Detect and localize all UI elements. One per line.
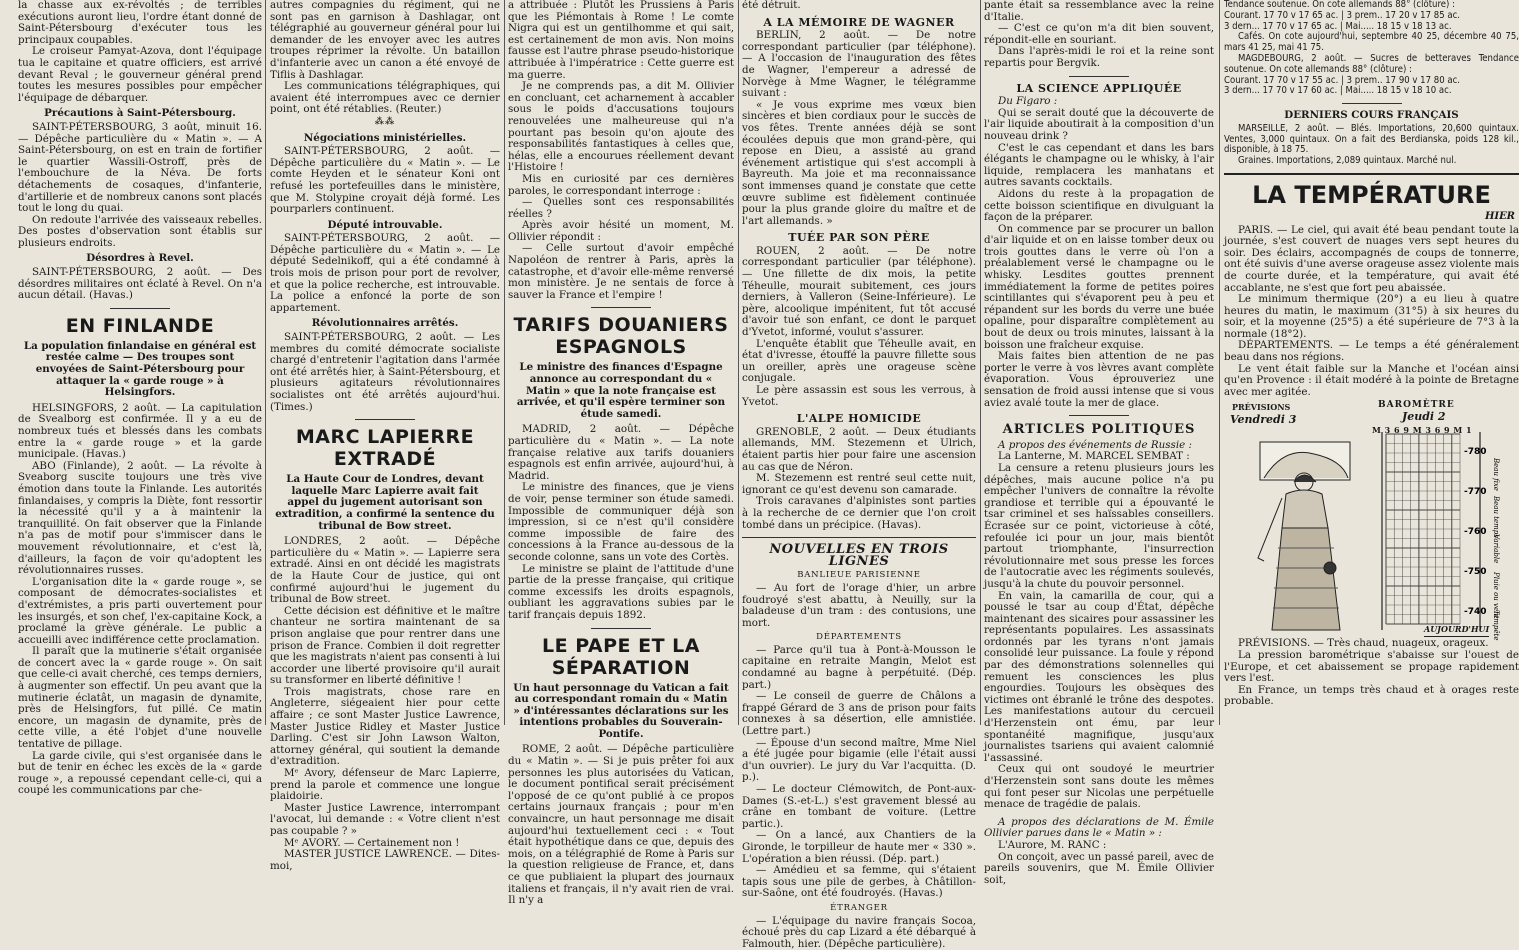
- paragraph: ABO (Finlande), 2 août. — La révolte à Sveaborg suscite toujours une très vive émotion dans toute la Finlande. Les autorités finlandaises, y compris la Diète, font ressortir la nécessité qu'il y a à maintenir la tranquillité. On fait observer que la Finlande n'a pas de motif pour s'immiscer dans le mouvement révolutionnaire, et c'est là, d'ailleurs, la façon de voir qu'adoptent les révolutionnaires russes.: [18, 459, 262, 577]
- paragraph: — On a lancé, aux Chantiers de la Gironde, le torpilleur de haute mer « 330 ». L'opération a bien réussi. (Dép. part.): [742, 829, 976, 865]
- column-rule: [980, 0, 981, 725]
- paragraph: Le ministre se plaint de l'attitude d'une partie de la presse française, qui critique comme excessifs les droits espagnols, oubliant les aggravations subies par le tarif français depuis 1892.: [508, 562, 734, 621]
- paragraph: Mᵉ Avory, défenseur de Marc Lapierre, prend la parole et commence une longue plaidoirie.: [270, 767, 500, 803]
- paragraph: Qui se serait douté que la découverte de l'air liquide aboutirait à la composition d'un nouveau drink ?: [984, 106, 1214, 142]
- column-rule: [738, 0, 739, 725]
- paragraph: pante était sa ressemblance avec la reine d'Italie.: [984, 0, 1214, 23]
- subheading: Négociations ministérielles.: [303, 131, 467, 144]
- paragraph: On redoute l'arrivée des vaisseaux rebelles. Des postes d'observation sont établis sur plusieurs endroits.: [18, 213, 262, 249]
- section-label: DÉPARTEMENTS: [816, 632, 902, 643]
- paragraph: Dans l'après-midi le roi et la reine sont repartis pour Bergvik.: [984, 45, 1214, 69]
- paragraph: Il paraît que la mutinerie s'était organisée de concert avec la « garde rouge ». On sait que celle-ci avait cherché, ces temps derniers, à augmenter son effectif. Un peu avant que la mutinerie éclatât, un magasin de dynamite, près de Helsingfors, fut pillé. Ce matin encore, un magasin de dynamite, près de cette ville, a été l'objet d'une nouvelle tentative de pillage.: [18, 645, 262, 751]
- paragraph: C'est le cas cependant et dans les bars élégants le champagne ou le whisky, à l'air liquide, remplacera les manhatans et autres savants cocktails.: [984, 141, 1214, 189]
- paragraph: M. Stezemenn est rentré seul cette nuit, ignorant ce qu'est devenu son camarade.: [742, 472, 976, 496]
- subheading: Désordres à Revel.: [86, 252, 194, 265]
- paragraph: Je ne comprends pas, a dit M. Ollivier en concluant, cet acharnement à accabler sous le poids d'accusations toujours renouvelées une malheureuse qui n'a pourtant pas besoin qu'on ajoute des responsabilités fantastiques à celles que, hélas, elle a encourues réellement devant l'Histoire !: [508, 80, 734, 174]
- paragraph: « Je vous exprime mes vœux bien sincères et bien cordiaux pour le succès de vos fêtes. Trente années déjà se sont écoulées depuis que mon grand-père, qui repose en Dieu, a assisté au grand événement artistique qui s'est accompli à Bayreuth. Ma joie et ma reconnaissance sont immenses quand je constate que cette œuvre sublime est fidèlement continuée pour la plus grande gloire du maître et de l'art allemands. »: [742, 98, 976, 227]
- barometer-weather-labels: [1492, 457, 1500, 641]
- headline: LA TEMPÉRATURE: [1252, 180, 1491, 209]
- headline: TARIFS DOUANIERS ESPAGNOLS: [513, 314, 729, 359]
- market-line: MARSEILLE, 2 août. — Blés. Importations, 20,600 quintaux. Ventes, 3,000 quintaux. On a fait des Berdianska, poids 128 kil., disponible, à 18 75.: [1224, 122, 1519, 156]
- paragraph: L'Aurore, M. RANC :: [998, 838, 1107, 851]
- barometer-day: Jeudi 2: [1402, 410, 1446, 424]
- weather-label: Beau temps: [1492, 496, 1500, 539]
- market-line: Courant. 17 70 v 17 65 ac. | 3 prem.. 17 20 v 17 85 ac.: [1224, 9, 1461, 21]
- paragraph: La pression barométrique s'abaisse sur l'ouest de l'Europe, et cet abaissement se propage rapidement vers l'est.: [1224, 649, 1519, 685]
- market-line: MAGDEBOURG, 2 août. — Sucres de betteraves Tendance soutenue. On cote allemands 88° (clôture) :: [1224, 52, 1519, 75]
- paragraph: La garde civile, qui s'est organisée dans le but de tenir en échec les excès de la « garde rouge », a repoussé cependant celle-ci, qui a coupé les communications par che-: [18, 749, 262, 797]
- paragraph: GRENOBLE, 2 août. — Deux étudiants allemands, MM. Stezemenn et Ulrich, étaient partis hier pour faire une ascension au cas que de Néron.: [742, 425, 976, 473]
- headline: LE PAPE ET LA SÉPARATION: [542, 634, 700, 679]
- paragraph: Le ministre des finances, que je viens de voir, pense terminer son étude samedi. Impossible de communiquer déjà son impression, si ce n'est qu'il considère comme impossible de faire des concessions à la France au-dessous de la seconde colonne, sans un vote des Cortès.: [508, 481, 734, 563]
- market-line: 3 dern... 17 70 v 17 65 ac. | Mai..... 18 15 v 18 13 ac.: [1224, 20, 1452, 32]
- paragraph: MADRID, 2 août. — Dépêche particulière du « Matin ». — La note française relative aux tarifs douaniers espagnols est enfin arrivée, aujourd'hui, à Madrid.: [508, 423, 734, 482]
- paragraph: En vain, la camarilla de cour, qui a poussé le tsar au coup d'État, dépêche maintenant des sicaires pour assassiner les représentants populaires. Les assassinats ordonnés par les tyrans n'ont jamais consolidé leur puissance. La foule y répond par des démonstrations solennelles qui remuent les consciences les plus engourdies. Toujours les obsèques des victimes ont ébranlé le trône des despotes. Les manifestations autour du cercueil d'Herzenstein ont ému, par leur spontanéité magnifique, jusqu'aux journalistes tsariens qui avaient calomnié l'assassiné.: [984, 589, 1214, 764]
- today-label: AUJOURD'HUI: [1424, 624, 1489, 637]
- divider: [355, 419, 415, 420]
- paragraph: Le père assassin est sous les verrous, à Yvetot.: [742, 384, 976, 408]
- column-1: [18, 0, 262, 797]
- paragraph: SAINT-PÉTERSBOURG, 2 août. — Des désordres militaires ont éclaté à Revel. On n'a aucun détail. (Havas.): [18, 266, 262, 302]
- paragraph: La Lanterne, M. MARCEL SEMBAT :: [998, 450, 1190, 463]
- weather-label: Beau fixe: [1492, 458, 1500, 492]
- divider: [110, 308, 170, 309]
- divider: [1069, 76, 1129, 77]
- section-label: ÉTRANGER: [830, 902, 888, 913]
- paragraph: Ceux qui ont soudoyé le meurtrier d'Herzenstein sont sans doute les mêmes qui font peser sur Nicolas une perpétuelle menace de tragédie de palais.: [984, 763, 1214, 811]
- forecast-label: PRÉVISIONS: [1232, 402, 1291, 413]
- weather-label: Variable: [1492, 534, 1500, 564]
- barometer-hours: M 3 6 9 M 3 6 9 M 1: [1372, 425, 1473, 436]
- paragraph: Du Figaro :: [998, 95, 1058, 108]
- column-2: [270, 0, 500, 872]
- paragraph: En France, un temps très chaud et à orages reste probable.: [1224, 683, 1519, 708]
- paragraph: A propos des déclarations de M. Émile Ollivier parues dans le « Matin » :: [984, 815, 1214, 840]
- column-rule: [504, 0, 505, 725]
- column-4: [742, 0, 976, 950]
- paragraph: — Celle surtout d'avoir empêché Napoléon de rentrer à Paris, après la catastrophe, et d'avoir elle-même renversé mon ministère. Je ne sentais de force à sauver la France et l'empire !: [508, 242, 734, 301]
- paragraph: La censure a retenu plusieurs jours les dépêches, mais aucune police n'a pu empêcher l'univers de connaître la révolte grandiose et terrible qui a épouvanté le tsar criminel et ses haïssables conseillers. Écrasée sur ce point, victorieuse à côté, refoulée ici pour un jour, mais bientôt partout triomphante, l'insurrection révolutionnaire met sous presse les forces de l'autocratie avec les régiments soulevés, jusqu'à la chute du pouvoir personnel.: [984, 461, 1214, 590]
- column-rule: [1219, 0, 1220, 725]
- paragraph: Mis en curiosité par ces dernières paroles, le correspondant interroge :: [508, 172, 734, 197]
- paragraph: L'organisation dite la « garde rouge », se composant de démocrates-socialistes et d'extrémistes, a pris parti ouvertement pour les insurgés, et son chef, l'ex-capitaine Kock, a proclamé la grève générale. Le public a accueilli avec indifférence cette proclamation.: [18, 575, 262, 646]
- divider: [591, 628, 651, 629]
- paragraph: PARIS. — Le ciel, qui avait été beau pendant toute la journée, s'est couvert de nuages vers sept heures du soir. Des éclairs, accompagnés de coups de tonnerre, ont été suivis d'une averse orageuse assez violente mais de courte durée, et la température, qui avait été accablante, ne s'est que fort peu abaissée.: [1224, 223, 1519, 294]
- paragraph: — Le conseil de guerre de Châlons a frappé Gérard de 3 ans de prison pour faits connexes à sa désertion, elle amnistiée. (Lettre part.): [742, 690, 976, 738]
- paragraph: Trois caravanes d'alpinistes sont parties à la recherche de ce dernier que l'on croit tombé dans un précipice. (Havas).: [742, 495, 976, 531]
- scale-label: -780: [1464, 447, 1487, 458]
- paragraph: L'enquête établit que Téheulle avait, en état d'ivresse, étouffé la pauvre fillette sous un oreiller, après une orageuse scène conjugale.: [742, 337, 976, 385]
- paragraph: A propos des événements de Russie :: [998, 438, 1192, 451]
- paragraph: ROUEN, 2 août. — De notre correspondant particulier (par téléphone). — Une fillette de dix mois, la petite Téheulle, mourait subitement, ces jours derniers, à Valleron (Seine-Inférieure). Le père, alcoolique impénitent, fut tôt accusé d'avoir tué son enfant, ce dont le parquet d'Yvetot, informé, voulut s'assurer.: [742, 244, 976, 339]
- paragraph: HELSINGFORS, 2 août. — La capitulation de Svealborg est confirmée. Il y a eu de nombreux tués et blessés dans les combats entre la « garde rouge » et la garde municipale. (Havas.): [18, 401, 262, 461]
- paragraph: Le minimum thermique (20°) a eu lieu à quatre heures du matin, le maximum (31°5) à six heures du soir, et la moyenne (25°5) a été supérieure de 7°3 à la normale (18°2).: [1224, 293, 1519, 340]
- weather-label: Pluie ou vent: [1492, 572, 1500, 619]
- column-5: [984, 0, 1214, 886]
- paragraph: Master Justice Lawrence, interrompant l'avocat, lui demande : « Votre client n'est pas coupable ? »: [270, 801, 500, 837]
- barometer-scale-labels: [1464, 447, 1487, 617]
- divider: [742, 537, 976, 538]
- scale-label: -750: [1464, 567, 1487, 578]
- barometer-grid: [1386, 434, 1460, 624]
- woman-illustration-icon: [1258, 442, 1350, 630]
- forecast-day: Vendredi 3: [1230, 413, 1297, 427]
- paragraph: SAINT-PÉTERSBOURG, 2 août. — Dépêche particulière du « Matin ». — Le député Sedelnikoff, qui a été condamné à trois mois de prison pour port de revolver, et que la police recherche, est introuvable. La police a enfoncé la porte de son appartement.: [270, 232, 500, 314]
- section-heading: ARTICLES POLITIQUES: [1002, 422, 1196, 438]
- column-6: [1224, 0, 1519, 725]
- paragraph: Cette décision est définitive et le maître chanteur ne sortira maintenant de sa prison anglaise que pour rentrer dans une prison de France. Combien il doit regretter que les magistrats n'aient pas consenti à lui accorder une liberté provisoire qu'il aurait su transformer en liberté définitive !: [270, 604, 500, 687]
- paragraph: DÉPARTEMENTS. — Le temps a été généralement beau dans nos régions.: [1224, 339, 1519, 364]
- barometer-label: BAROMÈTRE: [1378, 400, 1455, 411]
- paragraph: Trois magistrats, chose rare en Angleterre, siégeaient hier pour cette affaire ; ce sont Master Justice Lawrence, Master Justice Ridley et Master Justice Darling. C'est sir John Lawson Walton, attorney général, qui soutient la demande d'extradition.: [270, 685, 500, 768]
- paragraph: Mᵉ AVORY. — Certainement non !: [284, 836, 460, 849]
- headline-deck: La population finlandaise en général est restée calme — Des troupes sont envoyées de Saint-Pétersbourg pour attaquer la « garde rouge » à Helsingfors.: [23, 339, 257, 399]
- subheading: DERNIERS COURS FRANÇAIS: [1284, 109, 1459, 122]
- paragraph: Après avoir hésité un moment, M. Ollivier répondit :: [508, 219, 734, 243]
- headline-deck: La Haute Cour de Londres, devant laquelle Marc Lapierre avait fait appel du jugement autorisant son extradition, a confirmé la sentence du tribunal de Bow street.: [275, 473, 495, 532]
- paragraph: SAINT-PÉTERSBOURG, 3 août, minuit 16. — Dépêche particulière du « Matin ». — A Saint-Pétersbourg, on est en train de fortifier le quartier Wassili-Ostroff, près de l'embouchure de la Néva. De forts détachements de cosaques, d'infanterie, d'artillerie et de nombreux canons sont placés tout le long du quai.: [18, 120, 262, 215]
- market-line: Tendance soutenue. On cote allemands 88° (clôture) :: [1224, 0, 1455, 10]
- subheading: TUÉE PAR SON PÈRE: [788, 231, 930, 245]
- divider: [1069, 415, 1129, 416]
- paragraph: — Épouse d'un second maître, Mme Niel a été jugée pour bigamie (elle l'était aussi d'un ouvrier). Le jury du Var l'acquitta. (D. p.).: [742, 736, 976, 784]
- paragraph: été détruit.: [742, 0, 801, 11]
- headline-deck: Le ministre des finances d'Espagne annonce au correspondant du « Matin » que la note française est arrivée, et qu'il espère terminer son étude samedi.: [516, 361, 726, 420]
- market-quotes: [1224, 0, 1519, 97]
- section-heading: NOUVELLES EN TROIS LIGNES: [769, 542, 949, 569]
- paragraph: a attribuée : Plutôt les Prussiens à Paris que les Piémontais à Rome ! Le comte Nigra qui est un gentilhomme et qui sait, est certainement de mon avis. Non moins fausse est l'autre phrase pseudo-historique attribuée à l'impératrice : Cette guerre est ma guerre.: [508, 0, 734, 81]
- paragraph: PRÉVISIONS. — Très chaud, nuageux, orageux.: [1238, 637, 1489, 650]
- barometer-figure: [1224, 398, 1514, 641]
- paragraph: — Parce qu'il tua à Pont-à-Mousson le capitaine en retraite Mangin, Melot est condamné au bagne à perpétuité. (Dép. part.): [742, 643, 976, 691]
- divider: [1342, 103, 1402, 104]
- scale-label: -740: [1464, 607, 1487, 618]
- paragraph: — Le docteur Clémowitch, de Pont-aux-Dames (S.-et-L.) s'est gravement blessé au crâne en tombant de voiture. (Lettre partic.).: [742, 783, 976, 830]
- paragraph: Mais faites bien attention de ne pas porter le verre à vos lèvres avant complète évaporation. Vous éprouveriez une sensation de froid aussi intense que si vous aviez avalé toute la mer de glace.: [984, 350, 1214, 409]
- paragraph: Aidons du reste à la propagation de cette boisson scientifique en divulguant la façon de la préparer.: [984, 187, 1214, 224]
- subheading: Révolutionnaires arrêtés.: [311, 317, 459, 330]
- section-label: BANLIEUE PARISIENNE: [797, 570, 921, 581]
- paragraph: Les communications télégraphiques, qui avaient été interrompues avec ce dernier point, ont été rétablies. (Reuter.): [270, 80, 500, 116]
- market-quotes: [1224, 124, 1519, 167]
- paragraph: — Au fort de l'orage d'hier, un arbre foudroyé s'est abattu, à Neuilly, sur la baladeuse d'un tram : des contusions, une mort.: [742, 581, 976, 629]
- paragraph: BERLIN, 2 août. — De notre correspondant particulier (par téléphone). — A l'occasion de l'inauguration des fêtes de Wagner, l'empereur a adressé de Norvège à Mme Wagner, le télégramme suivant :: [742, 29, 976, 100]
- scale-label: -760: [1464, 527, 1487, 538]
- weather-label: Tempête: [1492, 610, 1500, 641]
- paragraph: — Amédieu et sa femme, qui s'étaient tapis sous une pile de gerbes, à Châtillon-sur-Saône, ont été foudroyés. (Havas.): [742, 864, 976, 900]
- paragraph: ROME, 2 août. — Dépêche particulière du « Matin ». — Si je puis prêter foi aux personnes les plus autorisées du Vatican, le document pontifical serait précisément l'opposé de ce qu'ont publié à ce propos certains journaux français ; pour m'en convaincre, un haut personnage me disait aujourd'hui textuellement ceci : « Tout était hypothétique dans ce que, depuis des mois, on a télégraphié de Rome à Paris sur la question religieuse de France, et, dans ce que publiaient la plupart des journaux italiens et français, il n'y avait rien de vrai. Il n'y a: [508, 743, 734, 907]
- paragraph: On conçoit, avec un passé pareil, avec de pareils souvenirs, que M. Émile Ollivier soit,: [984, 850, 1214, 886]
- barometer-chart: [1224, 398, 1514, 641]
- column-rule: [265, 0, 266, 725]
- subheading: L'ALPE HOMICIDE: [796, 412, 922, 426]
- ornament: ⁂⁂: [374, 116, 396, 127]
- paragraph: autres compagnies du régiment, qui ne sont pas en garnison à Dashlagar, ont télégraphié au gouverneur général pour lui demander de les envoyer avec les autres troupes réprimer la révolte. Un bataillon d'infanterie avec un canon a été envoyé de Tiflis à Dashlagar.: [270, 0, 500, 81]
- headline-deck: Un haut personnage du Vatican a fait au correspondant romain du « Matin » d'intéressantes déclarations sur les intentions probables du Souverain-Pontife.: [513, 681, 729, 740]
- paragraph: Le croiseur Pamyat-Azova, dont l'équipage tua le capitaine et quatre officiers, est arrivé devant Reval ; le gouverneur général prend toutes les mesures possibles pour empêcher l'équipage de débarquer.: [18, 45, 262, 104]
- paragraph: — C'est ce qu'on m'a dit bien souvent, répondit-elle en souriant.: [984, 22, 1214, 46]
- paragraph: — L'équipage du navire français Socoa, échoué près du cap Lizard a été débarqué à Falmouth, hier. (Dépêche particulière).: [742, 914, 976, 950]
- divider: [1224, 173, 1519, 175]
- paragraph: MASTER JUSTICE LAWRENCE. — Dites-moi,: [270, 848, 500, 872]
- headline: MARC LAPIERRE EXTRADÉ: [295, 426, 475, 471]
- market-line: Courant. 17 70 v 17 55 ac. | 3 prem.. 17 90 v 17 80 ac.: [1224, 74, 1461, 86]
- paragraph: Le vent était faible sur la Manche et l'océan ainsi qu'en Provence : il était modéré à la pointe de Bretagne avec mer agitée.: [1224, 362, 1519, 398]
- headline: EN FINLANDE: [65, 314, 215, 337]
- subheading: Précautions à Saint-Pétersbourg.: [44, 107, 236, 120]
- paragraph: la chasse aux ex-révoltés ; de terribles exécutions auront lieu, l'ordre étant donné de Saint-Pétersbourg d'exécuter tous les principaux coupables.: [18, 0, 262, 46]
- subheading: LA SCIENCE APPLIQUÉE: [1016, 81, 1182, 95]
- divider: [591, 307, 651, 308]
- paragraph: SAINT-PÉTERSBOURG, 2 août. — Les membres du comité démocrate socialiste chargé d'entretenir l'agitation dans l'armée ont été arrêtés hier, à Saint-Pétersbourg, et plusieurs agitateurs révolutionnaires socialistes ont été arrêtés aujourd'hui. (Times.): [270, 331, 500, 413]
- scale-label: -770: [1464, 487, 1487, 498]
- column-3: [508, 0, 734, 907]
- paragraph: SAINT-PÉTERSBOURG, 2 août. — Dépêche particulière du « Matin ». — Le comte Heyden et le sénateur Koni ont refusé les portefeuilles dans le ministère, que M. Stolypine croyait déjà formé. Les pourparlers continuent.: [270, 145, 500, 216]
- paragraph: — Quelles sont ces responsabilités réelles ?: [508, 196, 734, 220]
- subheading: A LA MÉMOIRE DE WAGNER: [763, 15, 955, 29]
- market-line: Graines. Importations, 2,089 quintaux. Marché nul.: [1238, 155, 1457, 167]
- market-line: 3 dern... 17 70 v 17 60 ac. | Mai..... 18 15 v 18 10 ac.: [1224, 85, 1452, 97]
- market-line: Cafés. On cote aujourd'hui, septembre 40 25, décembre 40 75, mars 41 25, mai 41 75.: [1224, 31, 1519, 54]
- subheading: Député introuvable.: [327, 218, 443, 231]
- paragraph: On commence par se procurer un ballon d'air liquide et on en laisse tomber deux ou trois gouttes dans le verre où l'on a préalablement versé le champagne ou le whisky. Lesdites gouttes prennent immédiatement la forme de petites poires scintillantes qui s'évaporent peu à peu et répandent sur les bords du verre une buée opaline, pour disparaître complètement au bout de deux ou trois minutes, laissant à la boisson une fraîcheur exquise.: [984, 222, 1214, 351]
- paragraph: LONDRES, 2 août. — Dépêche particulière du « Matin ». — Lapierre sera extradé. Ainsi en ont décidé les magistrats de la Haute Cour de justice, qui ont confirmé aujourd'hui le jugement du tribunal de Bow street.: [270, 535, 500, 606]
- section-label: HIER: [1484, 210, 1515, 222]
